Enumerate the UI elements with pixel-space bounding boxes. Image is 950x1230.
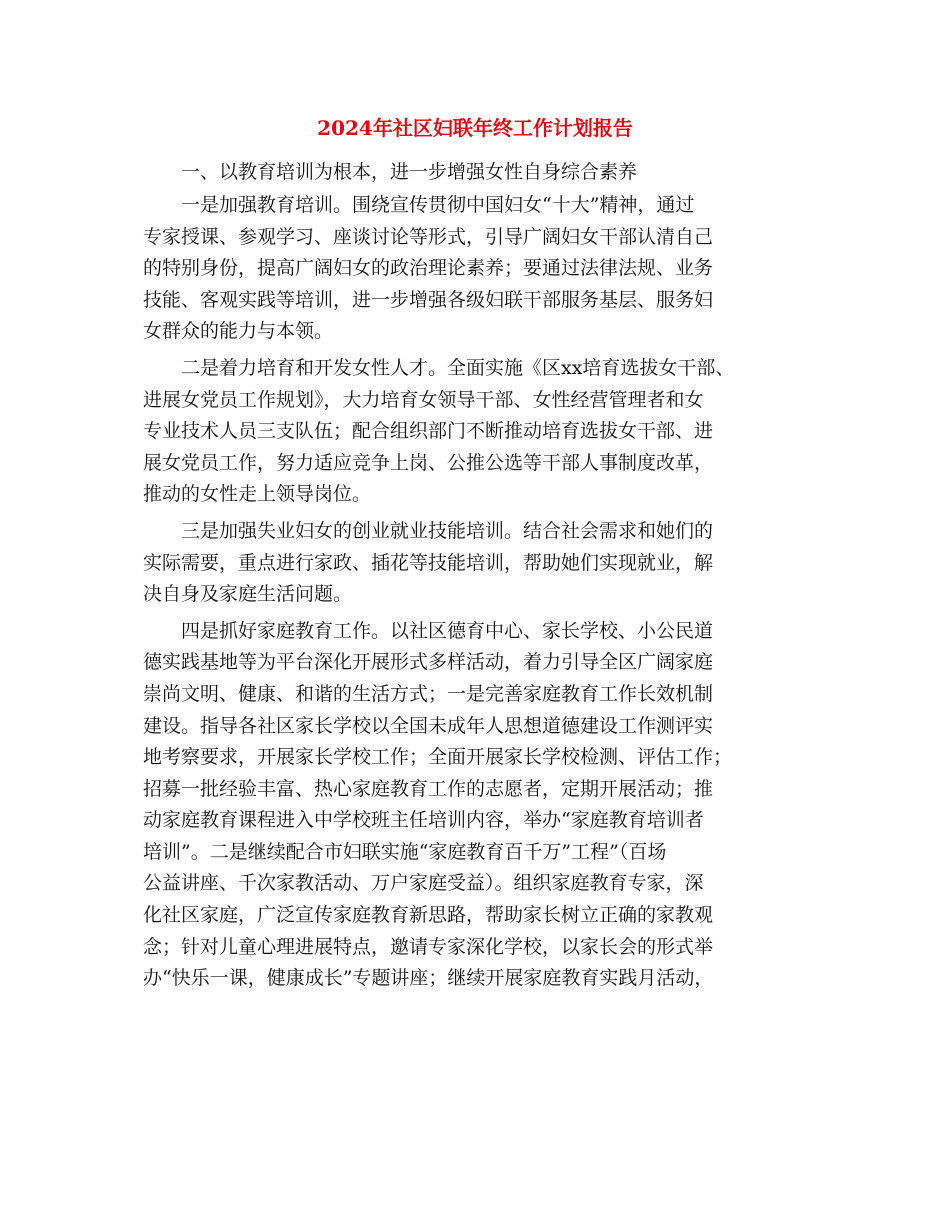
paragraph-line: 决自身及家庭生活问题。 [143, 583, 353, 606]
paragraph-line: 四是抓好家庭教育工作。以社区德育中心、家长学校、小公民道 [181, 619, 714, 642]
paragraph-4 [143, 616, 823, 995]
paragraph-line: 一是加强教育培训。围绕宣传贯彻中国妇女“十大”精神，通过 [181, 194, 695, 216]
paragraph-line: 培训”。二是继续配合市妇联实施“家庭教育百千万”工程”（百场 [143, 840, 667, 863]
paragraph-line: 三是加强失业妇女的创业就业技能培训。结合社会需求和她们的 [181, 519, 714, 542]
paragraph-line: 崇尚文明、健康、和谐的生活方式；一是完善家庭教育工作长效机制 [143, 682, 714, 705]
paragraph-3 [143, 516, 823, 611]
paragraph-line: 动家庭教育课程进入中学校班主任培训内容，举办“家庭教育培训者 [143, 809, 704, 832]
paragraph-line: 的特别身份，提高广阔妇女的政治理论素养；要通过法律法规、业务 [143, 257, 714, 280]
paragraph-line: 实际需要，重点进行家政、插花等技能培训，帮助她们实现就业，解 [143, 551, 714, 574]
paragraph-line: 招募一批经验丰富、热心家庭教育工作的志愿者，定期开展活动；推 [143, 777, 714, 800]
paragraph-line: 地考察要求，开展家长学校工作；全面开展家长学校检测、评估工作； [143, 746, 733, 769]
paragraph-line: 技能、客观实践等培训，进一步增强各级妇联干部服务基层、服务妇 [143, 288, 714, 311]
paragraph-line: 专业技术人员三支队伍；配合组织部门不断推动培育选拔女干部、进 [143, 420, 714, 443]
paragraph-line: 德实践基地等为平台深化开展形式多样活动，着力引导全区广阔家庭 [143, 651, 714, 674]
paragraph-line: 念；针对儿童心理进展特点，邀请专家深化学校，以家长会的形式举 [143, 935, 714, 958]
paragraph-line: 进展女党员工作规划》，大力培育女领导干部、女性经营管理者和女 [143, 388, 704, 411]
document-body [143, 154, 823, 1000]
paragraph-line: 公益讲座、千次家教活动、万户家庭受益）。组织家庭教育专家，深 [143, 872, 704, 895]
document-title: 2024年社区妇联年终工作计划报告 [317, 116, 633, 140]
section-heading: 一、以教育培训为根本，进一步增强女性自身综合素养 [181, 161, 638, 183]
paragraph-1 [143, 190, 823, 348]
paragraph-line: 建设。指导各社区家长学校以全国未成年人思想道德建设工作测评实 [143, 714, 714, 737]
paragraph-line: 推动的女性走上领导岗位。 [143, 483, 372, 506]
paragraph-line: 化社区家庭，广泛宣传家庭教育新思路，帮助家长树立正确的家教观 [143, 904, 714, 927]
paragraph-line: 展女党员工作，努力适应竞争上岗、公推公选等干部人事制度改革， [143, 451, 714, 474]
paragraph-line: 办“快乐一课，健康成长”专题讲座；继续开展家庭教育实践月活动， [143, 967, 714, 990]
paragraph-line: 女群众的能力与本领。 [143, 320, 334, 343]
paragraph-2 [143, 353, 823, 511]
paragraph-line: 专家授课、参观学习、座谈讨论等形式，引导广阔妇女干部认清自己 [143, 225, 714, 248]
paragraph-line: 二是着力培育和开发女性人才。全面实施《区xx培育选拔女干部、 [181, 356, 735, 379]
